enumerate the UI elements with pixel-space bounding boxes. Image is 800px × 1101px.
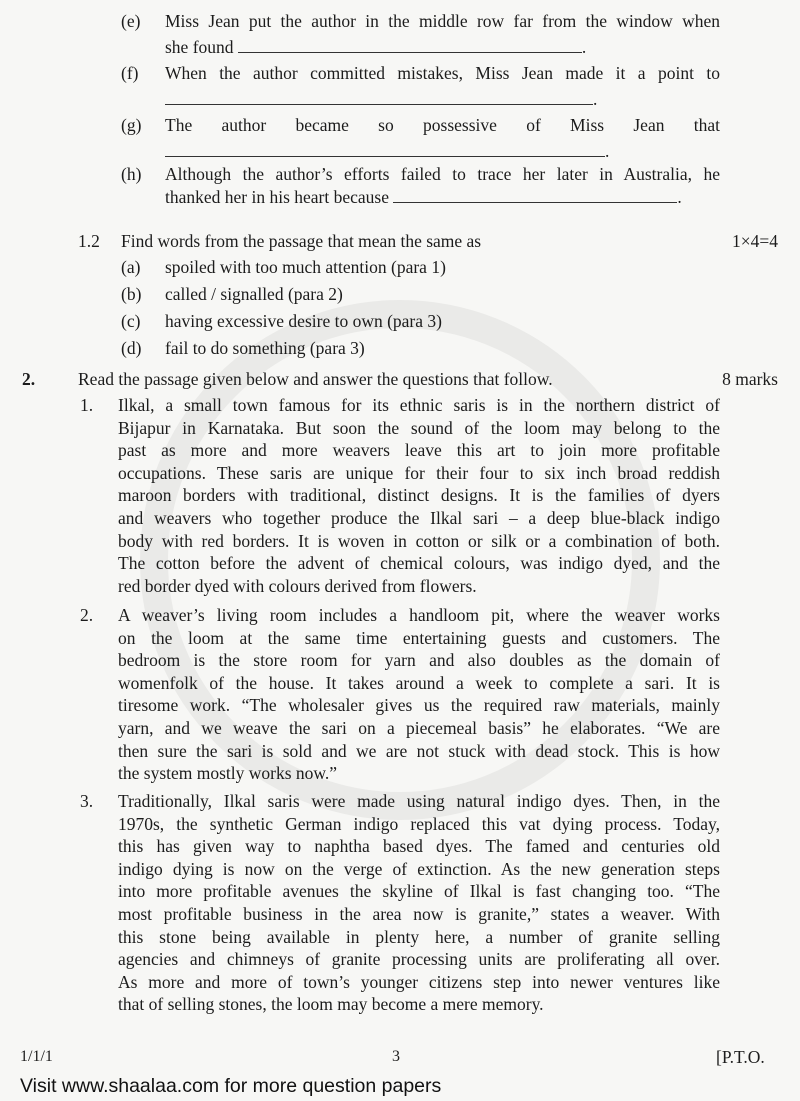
sub-item-text: spoiled with too much attention (para 1): [165, 257, 446, 277]
paragraph-line: most profitable business in the area now is granite,” states a weaver. With: [118, 904, 720, 924]
page-number: 3: [392, 1048, 400, 1065]
item-f-line2: [165, 88, 597, 110]
paragraph-line: body with red borders. It is woven in cotton or silk or a combination of both.: [118, 530, 720, 551]
paragraph-line: occupations. These saris are unique for their four to six inch broad reddish: [118, 462, 720, 483]
item-g-text: The author became so possessive of Miss Jean that: [165, 115, 720, 135]
sub-item-label: (d): [121, 338, 142, 358]
paragraph-line: red border dyed with colours derived from flowers.: [118, 575, 477, 596]
paragraph-line: Traditionally, Ilkal saris were made using natural indigo dyes. Then, in the: [118, 791, 720, 811]
paragraph-number: 1.: [80, 395, 94, 415]
paragraph-line: into more profitable avenues the skyline of Ilkal is fast changing too. “The: [118, 881, 720, 902]
marks-1-2: 1×4=4: [732, 231, 778, 251]
sub-item-text: called / signalled (para 2): [165, 284, 343, 304]
answer-blank-h[interactable]: [393, 188, 677, 203]
paragraph-line: womenfolk of the house. It takes around a week to complete a sari. It is: [118, 672, 720, 693]
answer-blank-g[interactable]: [165, 142, 605, 157]
paragraph-number: 2.: [80, 605, 94, 625]
item-e-text-2: she found: [165, 37, 234, 57]
item-g-line2: [165, 140, 609, 162]
marks-2: 8 marks: [722, 369, 778, 389]
paragraph-line: As more and more of town’s younger citizens step into newer ventures like: [118, 971, 720, 992]
paragraph-line: maroon borders with traditional, distinct designs. It is the families of dyers: [118, 485, 720, 506]
paragraph-line: the system mostly works now.”: [118, 763, 338, 784]
paragraph-line: on the loom at the same time entertaining guests and customers. The: [118, 627, 720, 648]
pto-label: [P.T.O.: [716, 1047, 765, 1067]
paragraph-line: that of selling stones, the loom may become a mere memory.: [118, 994, 544, 1015]
item-label-f: (f): [121, 63, 139, 83]
visit-shaalaa-link[interactable]: Visit www.shaalaa.com for more question papers: [20, 1075, 442, 1097]
sub-item-text: fail to do something (para 3): [165, 338, 365, 358]
item-label-e: (e): [121, 11, 141, 31]
paper-code: 1/1/1: [20, 1048, 53, 1065]
question-prompt-1-2: Find words from the passage that mean the same as: [121, 231, 482, 251]
paragraph-line: this stone being available in plenty here, a number of granite selling: [118, 926, 720, 947]
item-h-text-2: thanked her in his heart because: [165, 187, 390, 207]
paragraph-line: and weavers who together produce the Ilkal sari – a deep blue-black indigo: [118, 508, 720, 528]
answer-blank-f[interactable]: [165, 90, 593, 105]
question-number-1-2: 1.2: [78, 231, 100, 251]
paragraph-number: 3.: [80, 791, 94, 811]
paragraph-line: past as more and more weavers leave this art to join more profitable: [118, 440, 720, 461]
paragraph-line: A weaver’s living room includes a handloom pit, where the weaver works: [118, 605, 720, 625]
item-e-text: Miss Jean put the author in the middle row far from the window when: [165, 11, 720, 31]
sub-item-label: (a): [121, 257, 141, 277]
item-e-end: .: [581, 37, 587, 57]
paragraph-line: agencies and chimneys of granite processing units are proliferating all over.: [118, 949, 720, 970]
paragraph-line: then sure the sari is sold and we are not stuck with dead stock. This is how: [118, 740, 720, 761]
paragraph-line: indigo dying is now on the verge of extinction. As the new generation steps: [118, 858, 720, 879]
paragraph-line: Bijapur in Karnataka. But soon the sound of the loom may belong to the: [118, 417, 720, 438]
paragraph-line: Ilkal, a small town famous for its ethnic saris is in the northern district of: [118, 395, 720, 415]
item-e-line2: [165, 36, 586, 58]
item-label-h: (h): [121, 164, 142, 184]
paragraph-line: tiresome work. “The wholesaler gives us the required raw materials, mainly: [118, 695, 720, 716]
paragraph-line: bedroom is the store room for yarn and also doubles as the domain of: [118, 650, 720, 671]
question-prompt-2: Read the passage given below and answer the questions that follow.: [78, 369, 553, 389]
sub-item-label: (c): [121, 311, 141, 331]
paragraph-line: yarn, and we weave the sari on a piecemeal basis” he elaborates. “We are: [118, 718, 720, 738]
item-g-end: .: [605, 141, 610, 161]
sub-item-label: (b): [121, 284, 142, 304]
item-h-text: Although the author’s efforts failed to trace her later in Australia, he: [165, 164, 720, 184]
answer-blank-e[interactable]: [238, 38, 582, 53]
item-h-line2: [165, 186, 682, 208]
paragraph-line: The cotton before the advent of chemical colours, was indigo dyed, and the: [118, 553, 720, 574]
paragraph-line: this has given way to naphtha based dyes. The famed and centuries old: [118, 836, 720, 857]
item-f-text: When the author committed mistakes, Miss Jean made it a point to: [165, 63, 720, 83]
item-h-end: .: [677, 187, 682, 207]
sub-item-text: having excessive desire to own (para 3): [165, 311, 442, 331]
item-label-g: (g): [121, 115, 142, 135]
item-f-end: .: [593, 89, 598, 109]
paragraph-line: 1970s, the synthetic German indigo replaced this vat dying process. Today,: [118, 813, 720, 834]
question-number-2: 2.: [22, 369, 36, 389]
